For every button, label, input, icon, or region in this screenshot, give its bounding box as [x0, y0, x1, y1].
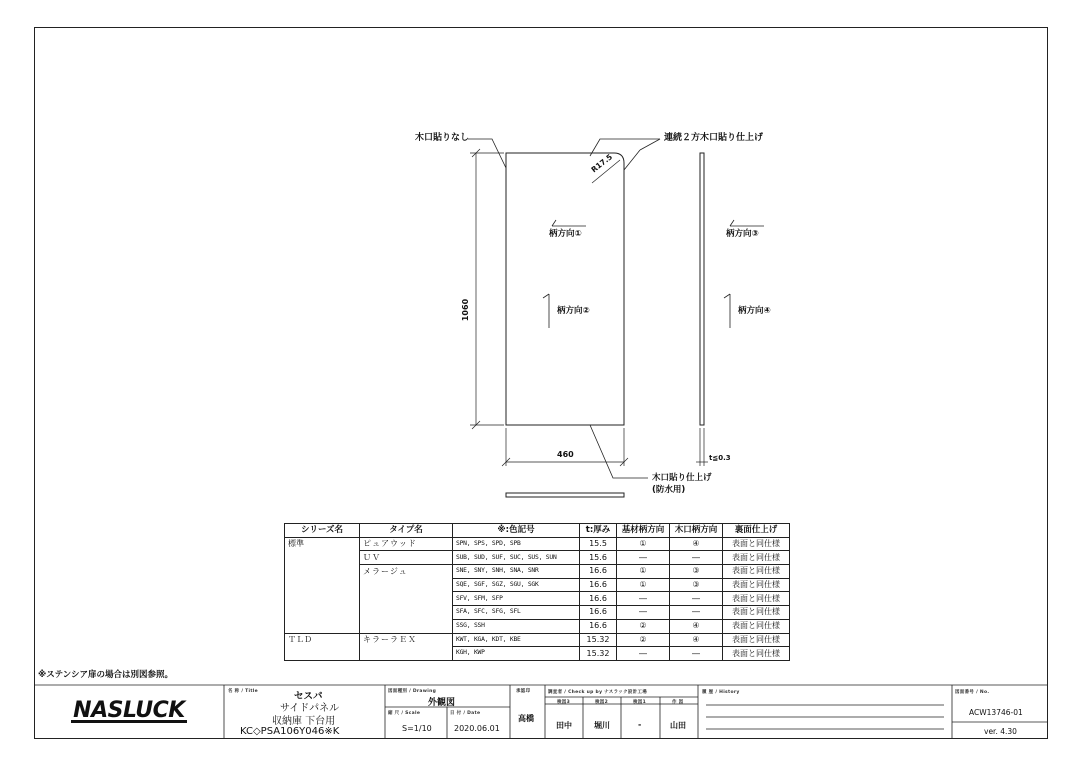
- cell-type: メラージュ: [360, 565, 453, 579]
- header-series: シリーズ名: [285, 524, 360, 538]
- label-grain-direction-4: 柄方向④: [738, 306, 771, 316]
- drawing-number: ACW13746-01: [969, 708, 1023, 717]
- cell-thickness: 16.6: [580, 565, 617, 579]
- cell-base-grain: ―: [617, 592, 670, 606]
- title-line-1: セスパ: [294, 691, 323, 702]
- drafter-name: 山田: [670, 721, 686, 730]
- cell-base-grain: ①: [617, 565, 670, 579]
- cell-edge-grain: ④: [670, 633, 723, 647]
- approver-name: 高橋: [518, 714, 534, 723]
- cell-thickness: 15.32: [580, 633, 617, 647]
- cell-color-codes: SNE, SNY, SNH, SNA, SNR: [453, 565, 580, 579]
- cell-thickness: 16.6: [580, 592, 617, 606]
- cell-series: 標準: [285, 537, 360, 551]
- nasluck-logo: NASLUCK: [73, 697, 185, 723]
- label-no-edge: 木口貼りなし: [415, 133, 470, 143]
- cell-back-finish: 表面と同仕様: [723, 537, 790, 551]
- header-back-finish: 裏面仕上げ: [723, 524, 790, 538]
- cell-base-grain: ―: [617, 551, 670, 565]
- cell-edge-grain: ―: [670, 551, 723, 565]
- cell-base-grain: ②: [617, 619, 670, 633]
- cell-back-finish: 表面と同仕様: [723, 578, 790, 592]
- cell-edge-grain: ―: [670, 606, 723, 620]
- cell-base-grain: ―: [617, 647, 670, 661]
- cell-color-codes: SPN, SPS, SPD, SPB: [453, 537, 580, 551]
- thickness-dimension-value: t≦0.3: [709, 454, 731, 462]
- width-dimension-value: 460: [557, 450, 574, 459]
- date-value: 2020.06.01: [454, 724, 500, 733]
- label-continuous-edge: 連続２方木口貼り仕上げ: [664, 133, 764, 143]
- title-caption: 名 称 / Title: [228, 689, 259, 694]
- cell-thickness: 16.6: [580, 606, 617, 620]
- cell-thickness: 15.6: [580, 551, 617, 565]
- cell-edge-grain: ④: [670, 537, 723, 551]
- drawing-type-caption: 図面種別 / Drawing: [388, 689, 437, 694]
- cell-color-codes: SQE, SGF, SGZ, SGU, SGK: [453, 578, 580, 592]
- cell-back-finish: 表面と同仕様: [723, 606, 790, 620]
- checker-3-name: 田中: [556, 721, 572, 730]
- check-header-draft: 作 図: [672, 700, 684, 705]
- height-dimension-value: 1060: [461, 298, 471, 322]
- header-base-grain: 基材柄方向: [617, 524, 670, 538]
- header-edge-grain: 木口柄方向: [670, 524, 723, 538]
- cell-back-finish: 表面と同仕様: [723, 592, 790, 606]
- cell-edge-grain: ③: [670, 565, 723, 579]
- checker-2-name: 堀川: [594, 721, 610, 730]
- header-type: タイプ名: [360, 524, 453, 538]
- cell-series: ＴＬＤ: [285, 633, 360, 647]
- cell-edge-grain: ④: [670, 619, 723, 633]
- cell-thickness: 15.5: [580, 537, 617, 551]
- cell-base-grain: ①: [617, 578, 670, 592]
- cell-color-codes: KGH, KWP: [453, 647, 580, 661]
- cell-back-finish: 表面と同仕様: [723, 551, 790, 565]
- cell-color-codes: SFA, SFC, SFG, SFL: [453, 606, 580, 620]
- version-number: ver. 4.30: [984, 727, 1017, 736]
- cell-color-codes: KWT, KGA, KDT, KBE: [453, 633, 580, 647]
- stencia-note: ※ステンシア扉の場合は別図参照。: [38, 670, 173, 680]
- radius-label: R17.5: [589, 152, 615, 175]
- label-edge-finish: 木口貼り仕上げ: [652, 473, 712, 483]
- drawing-number-caption: 図面番号 / No.: [955, 690, 990, 695]
- cell-base-grain: ②: [617, 633, 670, 647]
- header-thickness: t:厚み: [580, 524, 617, 538]
- check-header-2: 検図2: [595, 700, 609, 705]
- cell-color-codes: SSG, SSH: [453, 619, 580, 633]
- history-caption: 履 歴 / History: [702, 690, 740, 695]
- cell-type: ピュアウッド: [360, 537, 453, 551]
- cell-type: キラーラＥＸ: [360, 633, 453, 647]
- cell-thickness: 16.6: [580, 619, 617, 633]
- check-caption: 調査者 / Check up by ナスラック設計工場: [548, 690, 648, 695]
- title-line-4-model: KC◇PSA106Y046※K: [240, 726, 340, 737]
- scale-caption: 縮 尺 / Scale: [388, 711, 421, 716]
- scale-value: S=1/10: [402, 724, 432, 733]
- date-caption: 日 付 / Date: [450, 711, 481, 716]
- label-grain-direction-3: 柄方向③: [726, 229, 759, 239]
- cell-thickness: 15.32: [580, 647, 617, 661]
- cell-thickness: 16.6: [580, 578, 617, 592]
- drawing-type: 外観図: [428, 698, 456, 708]
- checker-1-name: -: [638, 720, 642, 729]
- label-edge-finish-waterproof: (防水用): [652, 485, 686, 495]
- cell-back-finish: 表面と同仕様: [723, 647, 790, 661]
- cell-back-finish: 表面と同仕様: [723, 565, 790, 579]
- cell-edge-grain: ―: [670, 647, 723, 661]
- title-line-2: サイドパネル: [280, 703, 340, 714]
- check-header-1: 検図1: [633, 700, 647, 705]
- cell-base-grain: ①: [617, 537, 670, 551]
- label-grain-direction-2: 柄方向②: [557, 306, 590, 316]
- cell-edge-grain: ―: [670, 592, 723, 606]
- cell-back-finish: 表面と同仕様: [723, 633, 790, 647]
- cell-back-finish: 表面と同仕様: [723, 619, 790, 633]
- approval-caption: 承認印: [516, 689, 531, 694]
- check-header-3: 検図3: [557, 700, 571, 705]
- header-color-code: ※:色記号: [453, 524, 580, 538]
- cell-base-grain: ―: [617, 606, 670, 620]
- cell-color-codes: SUB, SUD, SUF, SUC, SUS, SUN: [453, 551, 580, 565]
- label-grain-direction-1: 柄方向①: [549, 229, 582, 239]
- cell-edge-grain: ③: [670, 578, 723, 592]
- cell-type: ＵＶ: [360, 551, 453, 565]
- title-line-3: 収納庫 下台用: [272, 716, 336, 727]
- cell-color-codes: SFV, SFM, SFP: [453, 592, 580, 606]
